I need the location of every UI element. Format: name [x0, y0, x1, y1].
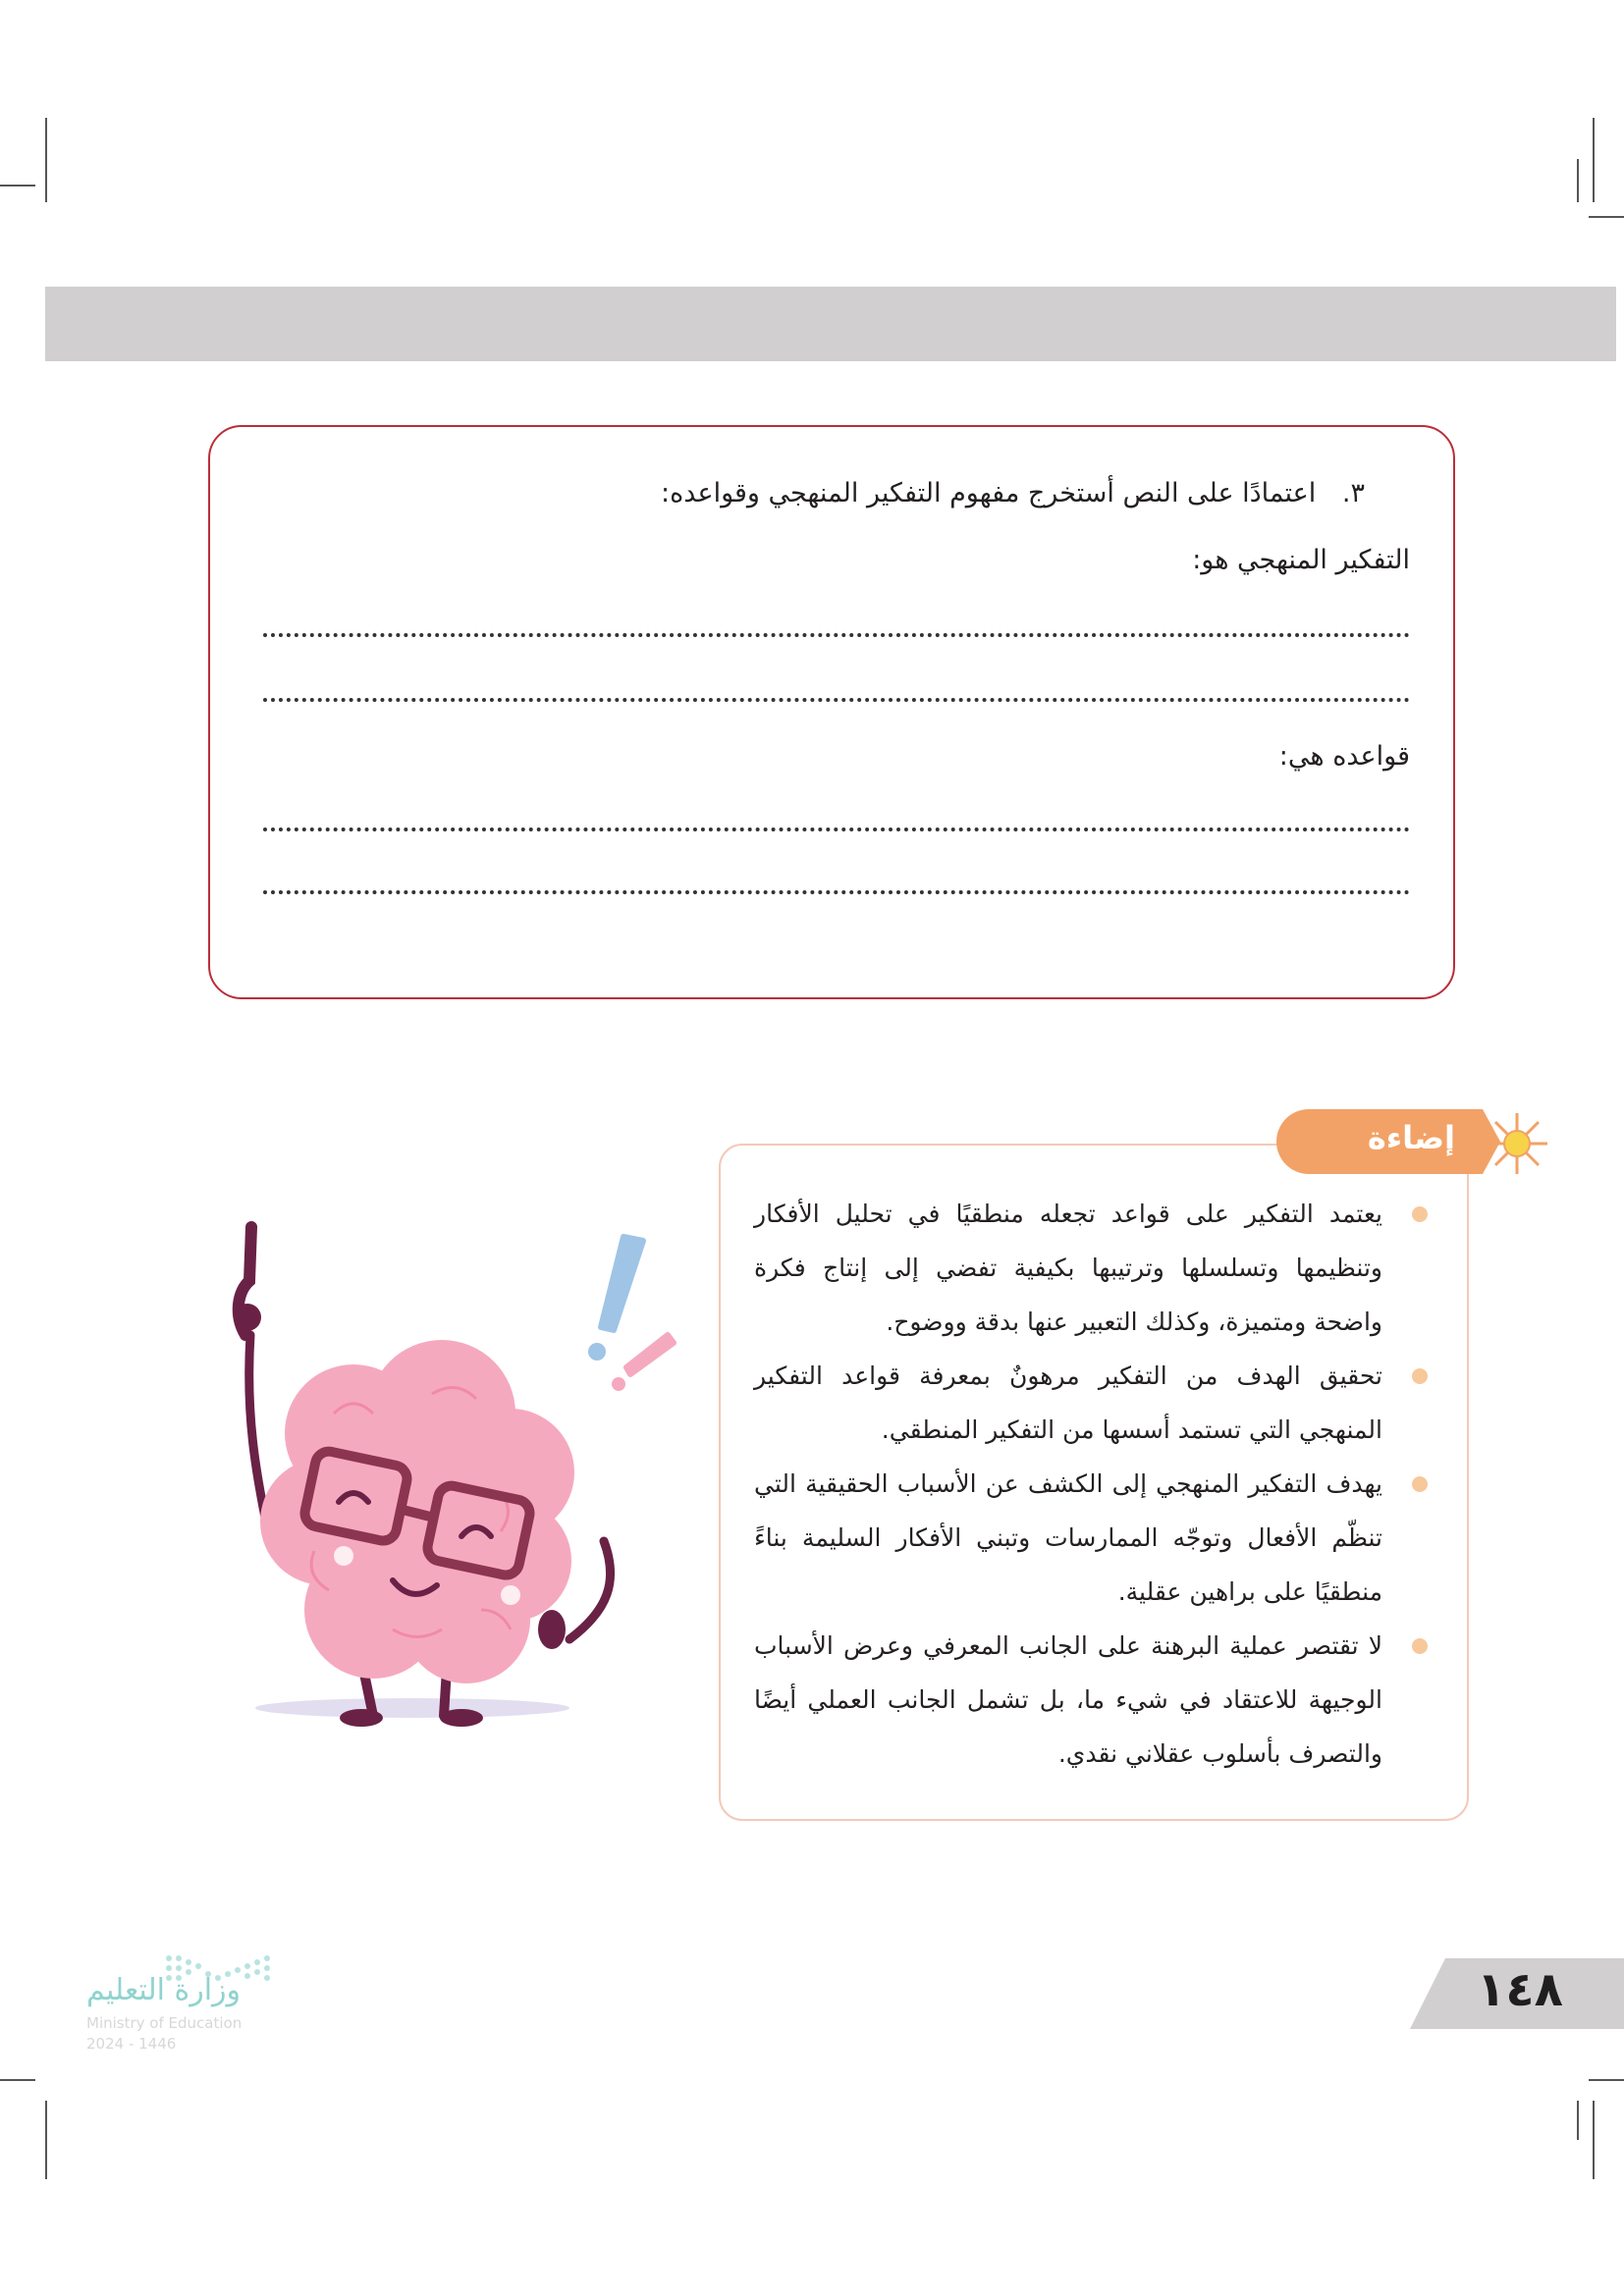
- crop-mark: [0, 2079, 35, 2081]
- crop-mark: [1589, 216, 1624, 218]
- brain-mascot: [216, 1198, 628, 1728]
- callout-box: [719, 1144, 1469, 1821]
- list-item: تحقيق الهدف من التفكير مرهونٌ بمعرفة قواعد التفكير المنهجي التي تستمد أسسها من التفكير المنطقي.: [754, 1349, 1434, 1457]
- crop-mark: [0, 185, 35, 187]
- concept-label: التفكير المنهجي هو:: [1192, 545, 1410, 575]
- bullet-dot: [1412, 1206, 1428, 1222]
- exclamation-icon: [569, 1227, 687, 1394]
- crop-mark: [1593, 118, 1595, 202]
- list-item: يعتمد التفكير على قواعد تجعله منطقيًا في تحليل الأفكار وتنظيمها وتسلسلها وترتيبها بكيفية تفضي إلى إنتاج فكرة واضحة ومتميزة، وكذلك التعبير عنها بدقة ووضوح.: [754, 1187, 1434, 1349]
- rules-label: قواعده هي:: [1278, 741, 1410, 772]
- crop-mark: [45, 118, 47, 202]
- crop-mark: [1577, 2101, 1579, 2140]
- answer-line[interactable]: [263, 828, 1410, 831]
- callout-bullets: [754, 1187, 1434, 1781]
- ministry-name-ar: وزارة التعليم: [86, 1973, 242, 2007]
- answer-line[interactable]: [263, 633, 1410, 637]
- page-number: ١٤٨: [1477, 1962, 1563, 2017]
- question-text: اعتمادًا على النص أستخرج مفهوم التفكير المنهجي وقواعده:: [661, 478, 1317, 508]
- exercise-box: [208, 425, 1455, 999]
- bullet-dot: [1412, 1368, 1428, 1384]
- list-item: لا تقتصر عملية البرهنة على الجانب المعرفي وعرض الأسباب الوجيهة للاعتقاد في شيء ما، بل تشمل الجانب العملي أيضًا والتصرف بأسلوب عقلاني نقدي.: [754, 1619, 1434, 1781]
- answer-line[interactable]: [263, 698, 1410, 702]
- crop-mark: [1593, 2101, 1595, 2179]
- ministry-name-en: Ministry of Education: [86, 2014, 243, 2032]
- crop-mark: [1589, 2079, 1624, 2081]
- crop-mark: [1577, 159, 1579, 202]
- crop-mark: [45, 2101, 47, 2179]
- header-band: [45, 287, 1616, 361]
- ministry-year: 2024 - 1446: [86, 2035, 177, 2053]
- bullet-dot: [1412, 1476, 1428, 1492]
- bullet-dot: [1412, 1638, 1428, 1654]
- exercise-question: [661, 478, 1365, 508]
- answer-line[interactable]: [263, 890, 1410, 894]
- list-item: يهدف التفكير المنهجي إلى الكشف عن الأسباب الحقيقية التي تنظّم الأفعال وتوجّه الممارسات وتبني الأفكار السليمة بناءً منطقيًا على براهين عقلية.: [754, 1457, 1434, 1619]
- sun-icon: [1483, 1109, 1551, 1178]
- callout-tab: [1276, 1109, 1483, 1174]
- callout-title: إضاءة: [1367, 1119, 1455, 1156]
- exercise-number: ٣.: [1341, 478, 1365, 508]
